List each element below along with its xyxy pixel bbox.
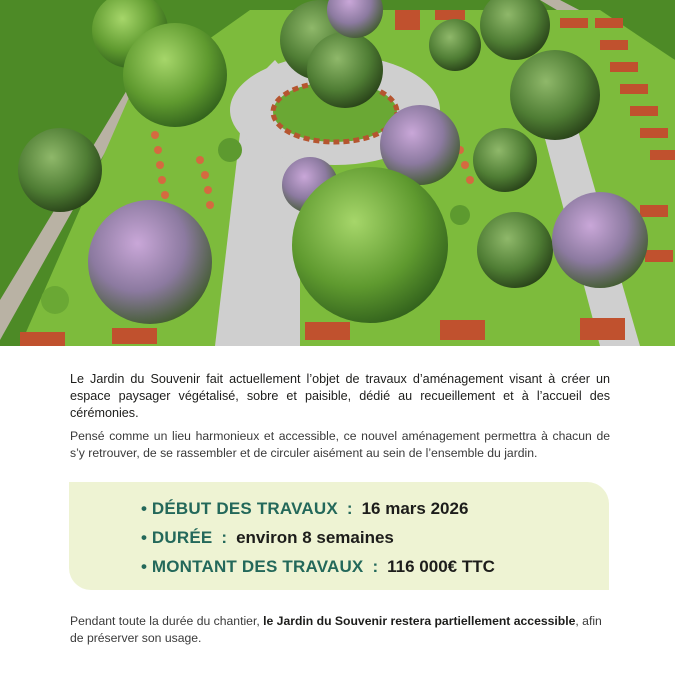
intro-paragraph-secondary: Pensé comme un lieu harmonieux et accessible, ce nouvel aménagement permettra à chacun de s’y retrouver, de se rassembler et de circuler aisément au sein de l’ensemble du jardin. <box>70 429 610 460</box>
bullet: • <box>141 499 148 518</box>
info-duration <box>141 527 394 549</box>
start-value: 16 mars 2026 <box>361 499 469 518</box>
outro-text-bold: le Jardin du Souvenir restera partiellement accessible <box>263 614 576 628</box>
outro-text-after: , afin de préserver son usage. <box>70 614 602 645</box>
separator: : <box>221 528 228 547</box>
duration-label: DURÉE <box>151 528 213 547</box>
outro-paragraph <box>70 613 610 647</box>
info-start-date <box>141 498 468 520</box>
works-info-box <box>69 482 609 590</box>
start-label: DÉBUT DES TRAVAUX <box>151 499 338 518</box>
bullet: • <box>141 557 148 576</box>
separator: : <box>346 499 353 518</box>
info-amount <box>141 556 495 578</box>
bullet: • <box>141 528 148 547</box>
amount-value: 116 000€ TTC <box>387 557 495 576</box>
outro-text-before: Pendant toute la durée du chantier, <box>70 614 264 628</box>
amount-label: MONTANT DES TRAVAUX <box>151 557 364 576</box>
intro-paragraph: Le Jardin du Souvenir fait actuellement l’objet de travaux d’aménagement visant à créer un espace paysager végétalisé, sobre et paisible, dédié au recueillement et à l’accueil des cérémonies. <box>70 372 610 420</box>
duration-value: environ 8 semaines <box>236 528 394 547</box>
separator: : <box>372 557 379 576</box>
